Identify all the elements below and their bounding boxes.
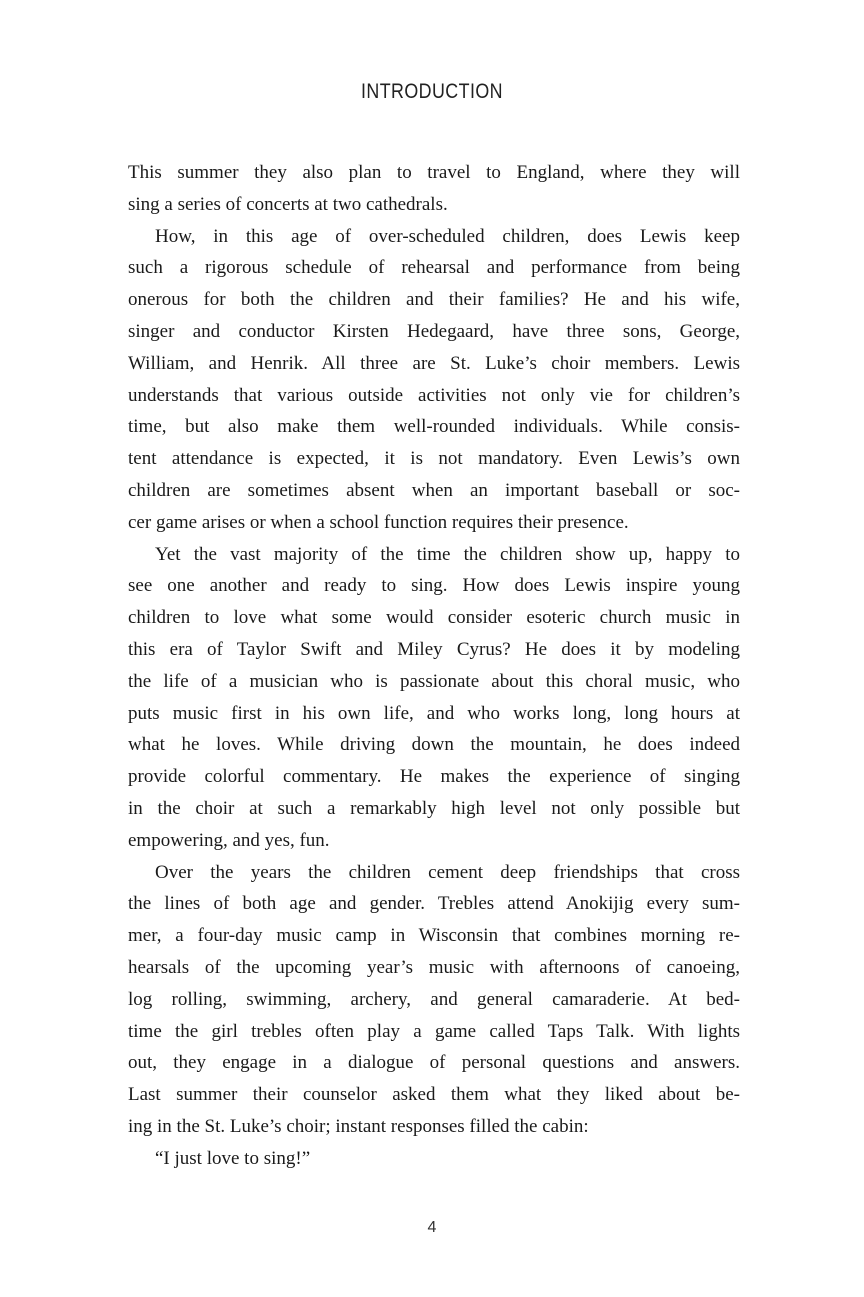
text-line: such a rigorous schedule of rehearsal and performance from being bbox=[128, 257, 740, 279]
text-line: see one another and ready to sing. How does Lewis inspire young bbox=[128, 575, 740, 597]
text-line: mer, a four-day music camp in Wisconsin that combines morning re- bbox=[128, 925, 740, 947]
text-line: the lines of both age and gender. Trebles attend Anokijig every sum- bbox=[128, 893, 740, 915]
text-line: This summer they also plan to travel to England, where they will bbox=[128, 162, 740, 183]
text-line: Last summer their counselor asked them what they liked about be- bbox=[128, 1084, 740, 1106]
text-line: singer and conductor Kirsten Hedegaard, have three sons, George, bbox=[128, 320, 740, 342]
text-line: in the choir at such a remarkably high level not only possible but bbox=[128, 797, 740, 819]
text-line: what he loves. While driving down the mountain, he does indeed bbox=[128, 734, 740, 756]
text-line: out, they engage in a dialogue of personal questions and answers. bbox=[128, 1052, 740, 1074]
text-line: William, and Henrik. All three are St. Luke’s choir members. Lewis bbox=[128, 352, 740, 374]
text-line: Over the years the children cement deep friendships that cross bbox=[155, 861, 740, 883]
text-line: children are sometimes absent when an important baseball or soc- bbox=[128, 479, 740, 501]
text-line: puts music first in his own life, and who works long, long hours at bbox=[128, 702, 740, 724]
text-line: ing in the St. Luke’s choir; instant responses filled the cabin: bbox=[128, 1115, 589, 1137]
text-line: children to love what some would consider esoteric church music in bbox=[128, 607, 740, 629]
text-line: How, in this age of over-scheduled children, does Lewis keep bbox=[155, 225, 740, 247]
text-line: empowering, and yes, fun. bbox=[128, 829, 330, 851]
page-number: 4 bbox=[427, 1219, 437, 1236]
text-line: time the girl trebles often play a game called Taps Talk. With lights bbox=[128, 1020, 740, 1042]
text-line: onerous for both the children and their families? He and his wife, bbox=[128, 289, 740, 311]
text-line: time, but also make them well-rounded individuals. While consis- bbox=[128, 416, 740, 438]
text-line: log rolling, swimming, archery, and general camaraderie. At bed- bbox=[128, 988, 740, 1010]
text-line: the life of a musician who is passionate about this choral music, who bbox=[128, 670, 740, 692]
text-line: sing a series of concerts at two cathedrals. bbox=[128, 193, 448, 215]
text-line: hearsals of the upcoming year’s music with afternoons of canoeing, bbox=[128, 956, 740, 978]
text-line: this era of Taylor Swift and Miley Cyrus? He does it by modeling bbox=[128, 638, 740, 660]
text-line: cer game arises or when a school function requires their presence. bbox=[128, 511, 629, 533]
text-line: understands that various outside activities not only vie for children’s bbox=[128, 384, 740, 406]
text-line: tent attendance is expected, it is not mandatory. Even Lewis’s own bbox=[128, 448, 740, 470]
body-text bbox=[128, 157, 740, 1175]
running-head: INTRODUCTION bbox=[361, 80, 503, 103]
text-line: provide colorful commentary. He makes the experience of singing bbox=[128, 766, 740, 788]
text-line: Yet the vast majority of the time the children show up, happy to bbox=[155, 543, 740, 565]
text-line: “I just love to sing!” bbox=[155, 1147, 311, 1169]
